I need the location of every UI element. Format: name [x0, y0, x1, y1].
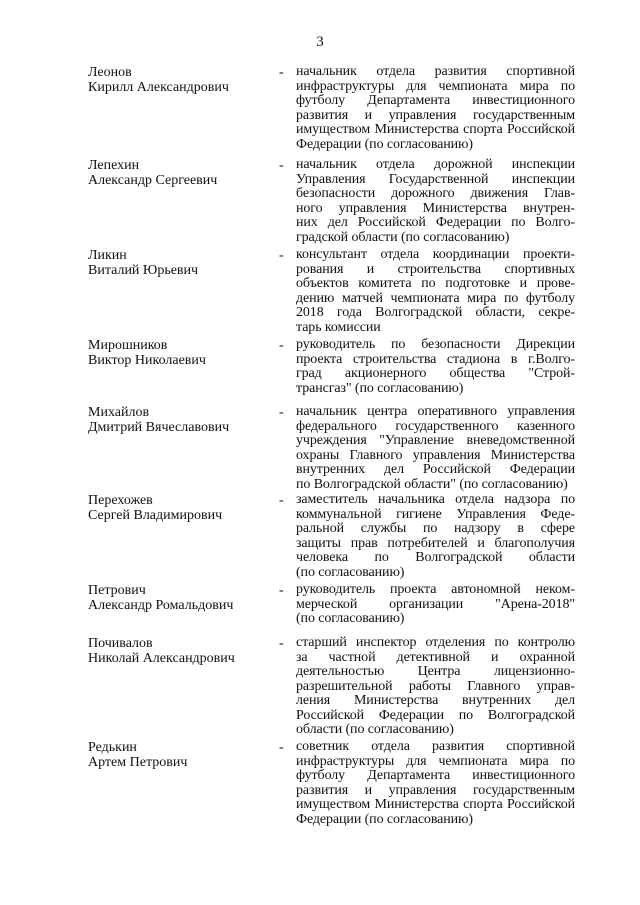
member-name [88, 636, 268, 666]
position-line: 2018 года Волгоградской области, секре- [296, 305, 575, 320]
position-line: инфраструктуры для чемпионата мира по [296, 78, 575, 94]
position-line: ного управления Министерства внутрен- [296, 200, 575, 216]
position-line: градской области (по согласованию) [296, 229, 510, 245]
position-line: заместитель начальника отдела надзора по [296, 492, 575, 507]
separator-dash: - [279, 740, 284, 755]
position-line: защиты прав потребителей и благополучия [296, 535, 575, 551]
page-number: 3 [316, 34, 324, 50]
member-name [88, 248, 268, 278]
position-line: советник отдела развития спортивной [296, 739, 575, 754]
member-position [296, 405, 575, 492]
member-given-names: Артем Петрович [88, 755, 188, 770]
member-given-names: Александр Сергеевич [88, 173, 218, 188]
position-line: (по согласованию) [296, 611, 405, 626]
position-line: Федерации (по согласованию) [296, 136, 473, 152]
position-line: инфраструктуры для чемпионата мира по [296, 753, 575, 769]
member-position [296, 158, 575, 245]
position-line: области (по согласованию) [296, 722, 454, 737]
member-name [88, 65, 268, 95]
member-surname: Почивалов [88, 636, 153, 651]
separator-dash: - [279, 405, 284, 420]
position-line: ральной службы по надзору в сфере [296, 521, 575, 536]
member-given-names: Виктор Николаевич [88, 353, 206, 368]
position-line: федерального государственного казенного [296, 418, 575, 434]
member-surname: Леонов [88, 65, 132, 80]
position-line: них дел Российской Федерации по Волго- [296, 215, 575, 230]
member-position [296, 493, 575, 580]
member-given-names: Дмитрий Вячеславович [88, 420, 230, 435]
position-line: имуществом Министерства спорта Российской [296, 797, 575, 812]
position-line: руководитель проекта автономной неком- [296, 582, 575, 597]
member-given-names: Сергей Владимирович [88, 508, 223, 523]
position-line: развития и управления государственным [296, 782, 575, 798]
member-name [88, 158, 268, 188]
member-given-names: Александр Ромальдович [88, 598, 234, 613]
position-line: проекта строительства стадиона в г.Волго- [296, 351, 575, 367]
position-line: развития и управления государственным [296, 107, 575, 123]
position-line: Федерации (по согласованию) [296, 811, 473, 827]
position-line: мерческой организации "Арена-2018" [296, 596, 575, 612]
position-line: человека по Волгоградской области [296, 550, 575, 565]
position-line: разрешительной работы Главного управ- [296, 678, 575, 694]
position-line: старший инспектор отделения по контролю [296, 635, 575, 650]
position-line: учреждения "Управление вневедомственной [296, 433, 575, 448]
position-line: внутренних дел Российской Федерации [296, 462, 575, 477]
member-surname: Мирошников [88, 338, 168, 353]
member-surname: Михайлов [88, 405, 150, 420]
position-line: по Волгоградской области" (по согласованию) [296, 476, 568, 492]
position-line: дению матчей чемпионата мира по футболу [296, 290, 575, 306]
position-line: Российской Федерации по Волгоградской [296, 707, 575, 723]
position-line: коммунальной гигиене Управления Феде- [296, 506, 575, 522]
separator-dash: - [279, 493, 284, 508]
position-line: рования и строительства спортивных [296, 261, 575, 277]
position-line: град акционерного общества "Строй- [296, 366, 575, 381]
separator-dash: - [279, 158, 284, 173]
position-line: консультант отдела координации проекти- [296, 247, 575, 262]
position-line: за частной детективной и охранной [296, 649, 575, 665]
separator-dash: - [279, 338, 284, 353]
member-name [88, 583, 268, 613]
member-position [296, 65, 575, 152]
member-surname: Петрович [88, 583, 146, 598]
member-position [296, 248, 575, 335]
position-line: объектов комитета по подготовке и прове- [296, 276, 575, 291]
separator-dash: - [279, 65, 284, 80]
position-line: ления Министерства внутренних дел [296, 693, 575, 708]
member-name [88, 493, 268, 523]
separator-dash: - [279, 636, 284, 651]
separator-dash: - [279, 248, 284, 263]
separator-dash: - [279, 583, 284, 598]
member-name [88, 740, 268, 770]
member-surname: Редькин [88, 740, 137, 755]
position-line: начальник отдела дорожной инспекции [296, 157, 575, 172]
member-position [296, 636, 575, 738]
member-position [296, 583, 575, 627]
member-given-names: Виталий Юрьевич [88, 263, 199, 278]
position-line: Управления Государственной инспекции [296, 171, 575, 187]
position-line: (по согласованию) [296, 564, 405, 580]
member-surname: Лепехин [88, 158, 140, 173]
position-line: начальник центра оперативного управления [296, 404, 575, 419]
member-position [296, 740, 575, 827]
position-line: тарь комиссии [296, 319, 381, 335]
member-position [296, 338, 575, 396]
position-line: безопасности дорожного движения Глав- [296, 186, 575, 201]
position-line: трансгаз" (по согласованию) [296, 380, 464, 396]
position-line: деятельностью Центра лицензионно- [296, 664, 575, 679]
position-line: начальник отдела развития спортивной [296, 64, 575, 79]
member-given-names: Кирилл Александрович [88, 80, 229, 95]
position-line: футболу Департамента инвестиционного [296, 93, 575, 108]
position-line: имуществом Министерства спорта Российской [296, 122, 575, 137]
position-line: охраны Главного управления Министерства [296, 447, 575, 463]
member-surname: Перехожев [88, 493, 153, 508]
position-line: футболу Департамента инвестиционного [296, 768, 575, 783]
member-name [88, 405, 268, 435]
member-given-names: Николай Александрович [88, 651, 235, 666]
member-surname: Ликин [88, 248, 127, 263]
member-name [88, 338, 268, 368]
position-line: руководитель по безопасности Дирекции [296, 337, 575, 352]
